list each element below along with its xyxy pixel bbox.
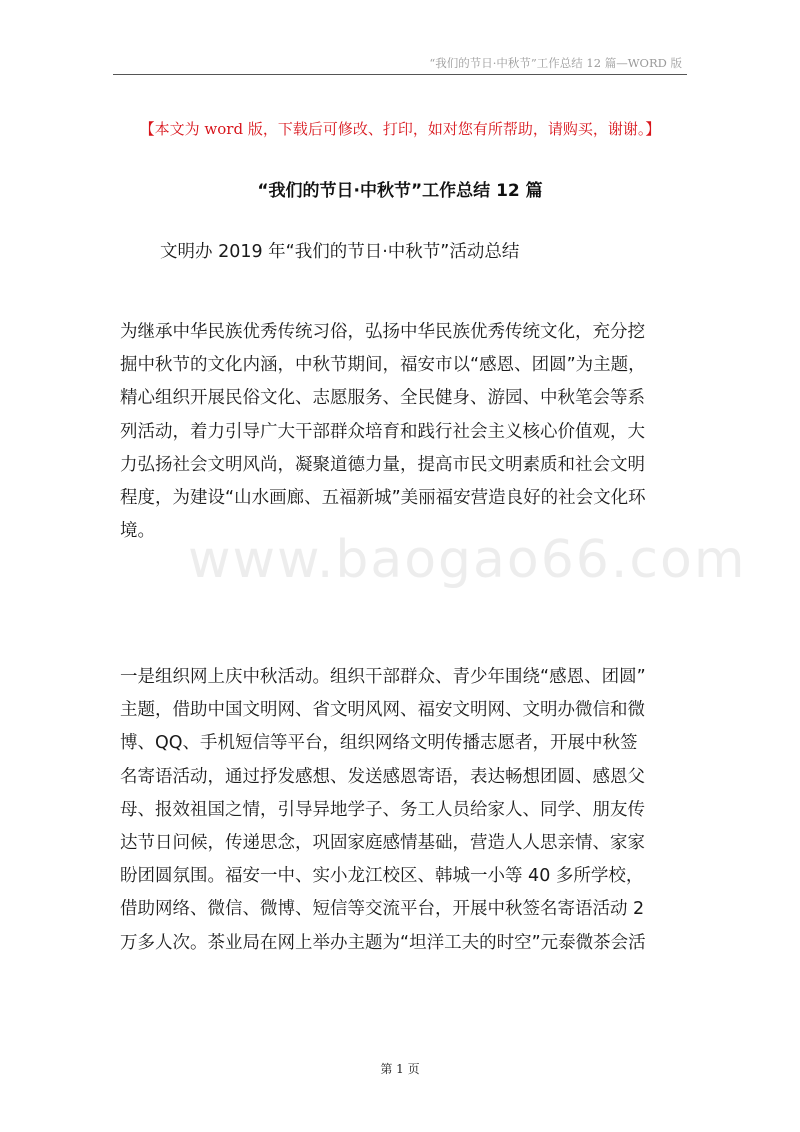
paragraph-line: 掘中秋节的文化内涵，中秋节期间，福安市以“感恩、团圆”为主题，: [120, 355, 646, 376]
paragraph-1: [120, 316, 685, 548]
paragraph-line: 程度，为建设“山水画廊、五福新城”美丽福安营造良好的社会文化环: [120, 487, 646, 508]
paragraph-line: 一是组织网上庆中秋活动。组织干部群众、青少年围绕“感恩、团圆”: [120, 667, 646, 687]
paragraph-line: 万多人次。茶业局在网上举办主题为“坦洋工夫的时空”元泰微茶会活: [120, 932, 646, 953]
paragraph-line: 名寄语活动，通过抒发感想、发送感恩寄语，表达畅想团圆、感恩父: [120, 766, 645, 787]
header-divider: [113, 74, 687, 75]
paragraph-line: 为继承中华民族优秀传统习俗，弘扬中华民族优秀传统文化，充分挖: [120, 322, 645, 342]
document-subtitle: 文明办 2019 年“我们的节日·中秋节”活动总结: [160, 242, 520, 262]
paragraph-line: 境。: [120, 521, 155, 542]
paragraph-2: [120, 661, 685, 960]
paragraph-line: 盼团圆氛围。福安一中、实小龙江校区、韩城一小等 40 多所学校，: [120, 866, 644, 887]
paragraph-line: 母、报效祖国之情，引导异地学子、务工人员给家人、同学、朋友传: [120, 799, 645, 820]
paragraph-line: 力弘扬社会文明风尚，凝聚道德力量，提高市民文明素质和社会文明: [120, 454, 645, 475]
paragraph-line: 借助网络、微信、微博、短信等交流平台，开展中秋签名寄语活动 2: [120, 899, 645, 920]
watermark: www.baogao66.com: [188, 530, 747, 590]
paragraph-line: 主题，借助中国文明网、省文明风网、福安文明网、文明办微信和微: [120, 700, 645, 721]
document-title: “我们的节日·中秋节”工作总结 12 篇: [257, 181, 543, 201]
running-header: “我们的节日·中秋节”工作总结 12 篇—WORD 版: [429, 56, 682, 70]
paragraph-line: 列活动，着力引导广大干部群众培育和践行社会主义核心价值观，大: [120, 421, 645, 442]
paragraph-line: 精心组织开展民俗文化、志愿服务、全民健身、游园、中秋笔会等系: [120, 388, 645, 409]
paragraph-line: 达节日问候，传递思念，巩固家庭感情基础，营造人人思亲情、家家: [120, 832, 645, 853]
page-number: 第 1 页: [380, 1062, 420, 1076]
paragraph-line: 博、QQ、手机短信等平台，组织网络文明传播志愿者，开展中秋签: [120, 733, 638, 754]
purchase-notice: 【本文为 word 版，下载后可修改、打印，如对您有所帮助，请购买，谢谢。】: [139, 120, 661, 138]
